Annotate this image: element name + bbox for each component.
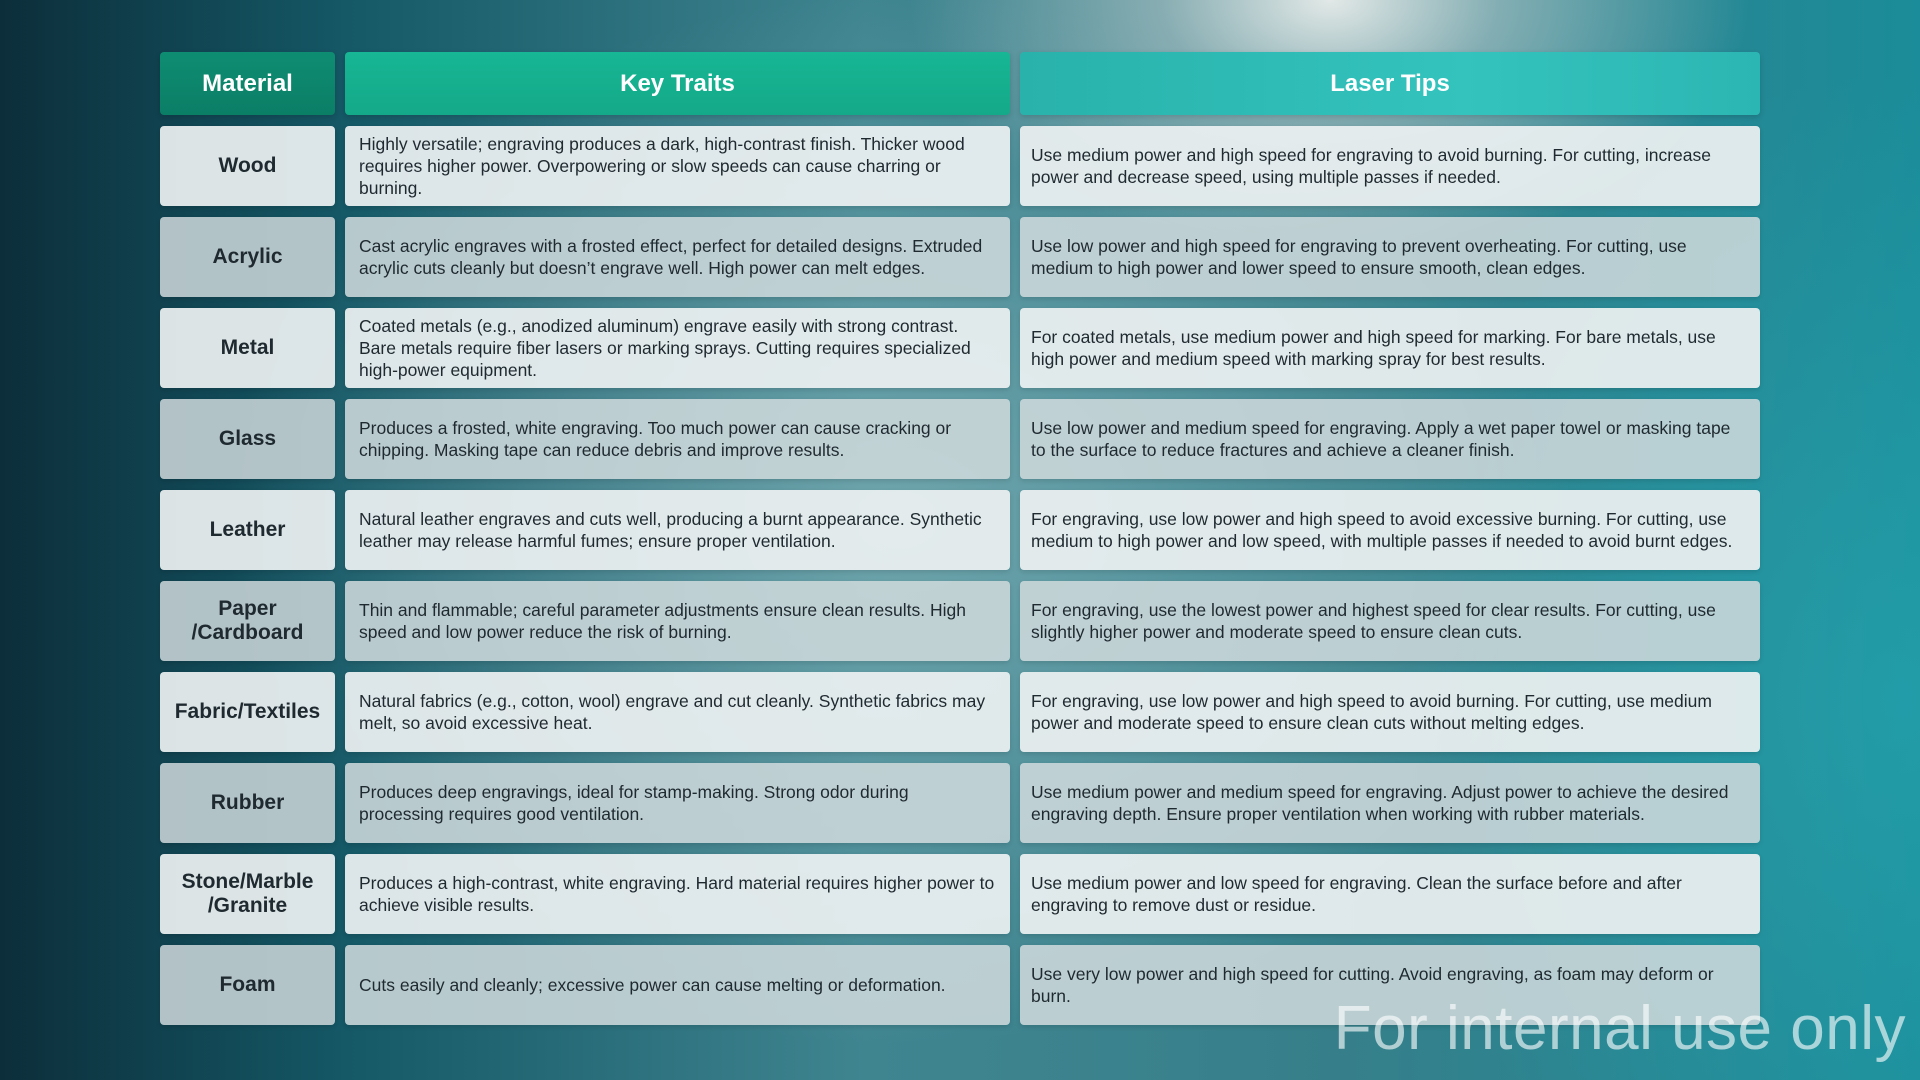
tips-cell: For engraving, use low power and high speed to avoid burning. For cutting, use medium power and moderate speed to ensure clean cuts without melting edges.	[1020, 672, 1760, 752]
materials-table	[160, 52, 1760, 1025]
traits-cell: Produces deep engravings, ideal for stamp-making. Strong odor during processing requires good ventilation.	[345, 763, 1010, 843]
tips-cell: For engraving, use the lowest power and highest speed for clear results. For cutting, use slightly higher power and moderate speed to ensure clean cuts.	[1020, 581, 1760, 661]
traits-cell: Cast acrylic engraves with a frosted effect, perfect for detailed designs. Extruded acrylic cuts cleanly but doesn’t engrave well. High power can melt edges.	[345, 217, 1010, 297]
material-cell: Wood	[160, 126, 335, 206]
tips-cell: Use low power and medium speed for engraving. Apply a wet paper towel or masking tape to the surface to reduce fractures and achieve a cleaner finish.	[1020, 399, 1760, 479]
header-material: Material	[160, 52, 335, 115]
material-cell: Metal	[160, 308, 335, 388]
traits-cell: Highly versatile; engraving produces a dark, high-contrast finish. Thicker wood requires higher power. Overpowering or slow speeds can cause charring or burning.	[345, 126, 1010, 206]
tips-cell: Use very low power and high speed for cutting. Avoid engraving, as foam may deform or burn.	[1020, 945, 1760, 1025]
traits-cell: Coated metals (e.g., anodized aluminum) engrave easily with strong contrast. Bare metals require fiber lasers or marking sprays. Cutting requires specialized high-power equipment.	[345, 308, 1010, 388]
material-cell: Glass	[160, 399, 335, 479]
traits-cell: Natural fabrics (e.g., cotton, wool) engrave and cut cleanly. Synthetic fabrics may melt, so avoid excessive heat.	[345, 672, 1010, 752]
traits-cell: Produces a high-contrast, white engraving. Hard material requires higher power to achieve visible results.	[345, 854, 1010, 934]
material-cell: Foam	[160, 945, 335, 1025]
traits-cell: Cuts easily and cleanly; excessive power can cause melting or deformation.	[345, 945, 1010, 1025]
tips-cell: Use medium power and high speed for engraving to avoid burning. For cutting, increase power and decrease speed, using multiple passes if needed.	[1020, 126, 1760, 206]
traits-cell: Produces a frosted, white engraving. Too much power can cause cracking or chipping. Masking tape can reduce debris and improve results.	[345, 399, 1010, 479]
tips-cell: Use low power and high speed for engraving to prevent overheating. For cutting, use medium to high power and lower speed to ensure smooth, clean edges.	[1020, 217, 1760, 297]
tips-cell: Use medium power and low speed for engraving. Clean the surface before and after engraving to remove dust or residue.	[1020, 854, 1760, 934]
tips-cell: Use medium power and medium speed for engraving. Adjust power to achieve the desired engraving depth. Ensure proper ventilation when working with rubber materials.	[1020, 763, 1760, 843]
tips-cell: For engraving, use low power and high speed to avoid excessive burning. For cutting, use medium to high power and low speed, with multiple passes if needed to avoid burnt edges.	[1020, 490, 1760, 570]
traits-cell: Natural leather engraves and cuts well, producing a burnt appearance. Synthetic leather may release harmful fumes; ensure proper ventilation.	[345, 490, 1010, 570]
header-laser-tips: Laser Tips	[1020, 52, 1760, 115]
material-cell: Paper /Cardboard	[160, 581, 335, 661]
tips-cell: For coated metals, use medium power and high speed for marking. For bare metals, use high power and medium speed with marking spray for best results.	[1020, 308, 1760, 388]
material-cell: Acrylic	[160, 217, 335, 297]
material-cell: Rubber	[160, 763, 335, 843]
material-cell: Stone/Marble /Granite	[160, 854, 335, 934]
material-cell: Fabric/Textiles	[160, 672, 335, 752]
watermark-text: For internal use only	[1333, 994, 1906, 1063]
header-key-traits: Key Traits	[345, 52, 1010, 115]
material-cell: Leather	[160, 490, 335, 570]
traits-cell: Thin and flammable; careful parameter adjustments ensure clean results. High speed and low power reduce the risk of burning.	[345, 581, 1010, 661]
